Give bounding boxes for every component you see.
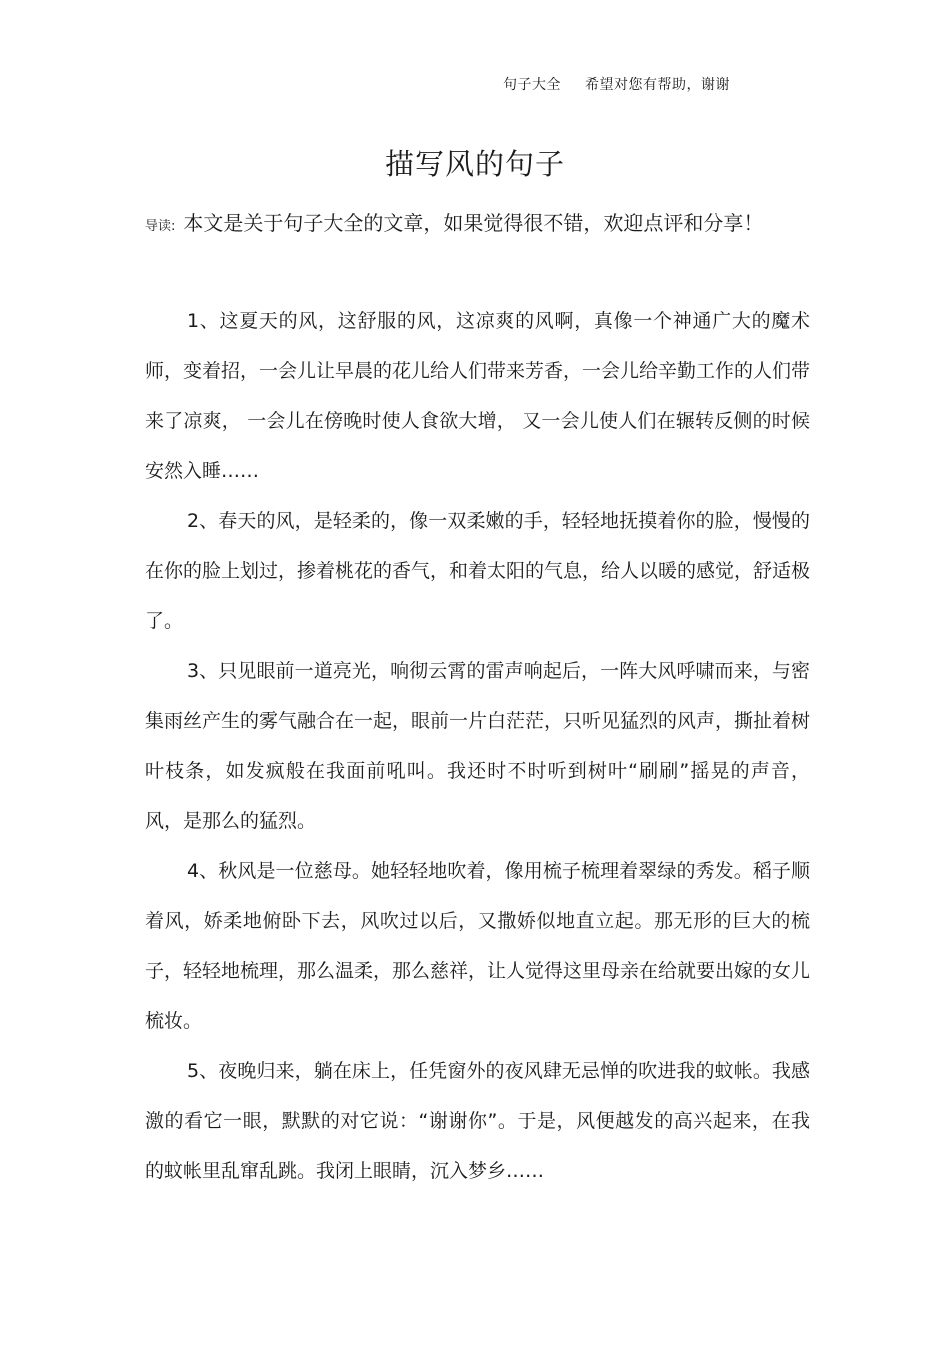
paragraph-1: 1、这夏天的风，这舒服的风，这凉爽的风啊，真像一个神通广大的魔术师，变着招，一会儿让早晨的花儿给人们带来芳香，一会儿给辛勤工作的人们带来了凉爽， 一会儿在傍晚时使人食欲大增， 又一会儿使人们在辗转反侧的时候安然入睡……	[145, 310, 811, 482]
intro-text: 本文是关于句子大全的文章，如果觉得很不错，欢迎点评和分享！	[183, 211, 764, 235]
intro-block	[145, 198, 785, 252]
paragraph-3: 3、只见眼前一道亮光，响彻云霄的雷声响起后，一阵大风呼啸而来，与密集雨丝产生的雾气融合在一起，眼前一片白茫茫，只听见猛烈的风声，撕扯着树叶枝条，如发疯般在我面前吼叫。我还时不时听到树叶“刷刷”摇晃的声音，风，是那么的猛烈。	[145, 660, 811, 832]
page-header	[503, 74, 730, 94]
page-title: 描写风的句子	[384, 147, 565, 181]
paragraph-2: 2、春天的风，是轻柔的，像一双柔嫩的手，轻轻地抚摸着你的脸，慢慢的在你的脸上划过，掺着桃花的香气，和着太阳的气息，给人以暖的感觉，舒适极了。	[145, 510, 811, 632]
article-body	[145, 296, 810, 1196]
header-tagline: 希望对您有帮助，谢谢	[585, 77, 730, 93]
header-site-name: 句子大全	[503, 77, 561, 93]
paragraph-4: 4、秋风是一位慈母。她轻轻地吹着，像用梳子梳理着翠绿的秀发。稻子顺着风，娇柔地俯卧下去，风吹过以后，又撒娇似地直立起。那无形的巨大的梳子，轻轻地梳理，那么温柔，那么慈祥，让人觉得这里母亲在给就要出嫁的女儿梳妆。	[145, 860, 811, 1032]
intro-label: 导读:	[145, 219, 176, 234]
paragraph-5: 5、夜晚归来，躺在床上，任凭窗外的夜风肆无忌惮的吹进我的蚊帐。我感激的看它一眼，默默的对它说：“谢谢你”。于是，风便越发的高兴起来，在我的蚊帐里乱窜乱跳。我闭上眼睛，沉入梦乡……	[145, 1060, 810, 1182]
